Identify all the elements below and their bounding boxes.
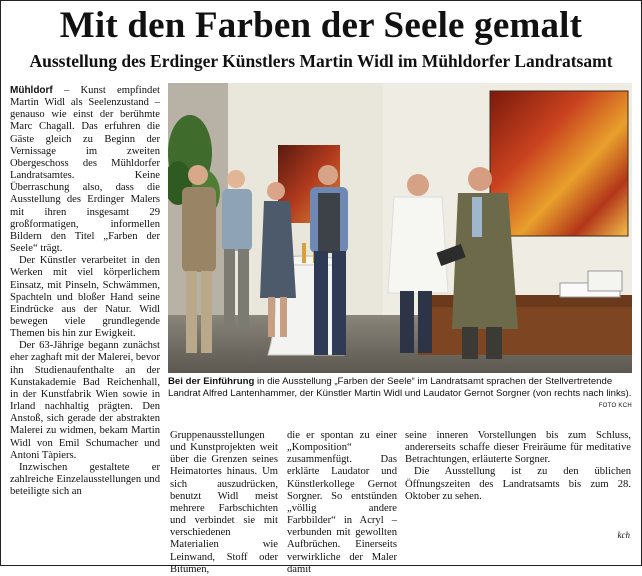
- headline: Mit den Farben der Seele gemalt: [59, 5, 583, 46]
- paragraph-4: Inzwischen gestaltete er zahlreiche Einzelausstellungen und beteiligte sich an: [10, 461, 160, 498]
- subheadline: Ausstellung des Erdinger Künstlers Martin Widl im Mühldorfer Landratsamt: [29, 51, 613, 71]
- article-column-4: [405, 430, 631, 503]
- column-4-paragraph-1: seine inneren Vorstellungen bis zum Schluss, andererseits schaffe dieser Freiräume für meditative Betrachtungen, erläuterte Sorgner.: [405, 430, 631, 466]
- painting-large: [490, 91, 628, 236]
- article-column-1: [10, 85, 160, 498]
- column-4-paragraph-2: Die Ausstellung ist zu den üblichen Öffnungszeiten des Landratsamts bis zum 28. Oktober zu sehen.: [405, 466, 631, 502]
- article-column-3: [287, 430, 397, 576]
- column-2-text: Gruppenausstellungen und Kunstprojekten weit über die Grenzen seines Heimatortes hinaus. Um sich auszudrücken, benutzt Widl meist mehrere Farbschichten und verbindet sie mit verschiedenen Materialien wie Leinwand, Stoff oder Bitumen,: [170, 430, 278, 575]
- paragraph-3: Der 63-Jährige begann zunächst eher zaghaft mit der Malerei, bevor ihn Studienaufenthalte an der Kunstakademie Bad Reichenhall, in der Kunstfabrik Wien sowie in Irland nachhaltig prägten. Den Anstoß, sich gerade der abstrakten Malerei zu widmen, bekam Martin Widl von Emil Schumacher und Antoni Tàpiers.: [10, 340, 161, 461]
- caption-lead: Bei der Einführung: [168, 376, 255, 387]
- paragraph-2: Der Künstler verarbeitet in den Werken mit viel körperlichem Einsatz, mit Pinseln, Schwämmen, Spachteln und bloßer Hand seine Eindrücke aus der Natur. Widl bewegen viele grundlegende Themen bis hin zur Ewigkeit.: [10, 255, 160, 340]
- paragraph-1: Mühldorf – Kunst empfindet Martin Widl als Seelenzustand – genauso wie einst der berühmte Marc Chagall. Das erfuhren die Gäste gleich zu Beginn der Vernissage im zweiten Obergeschoss des Mühldorfer Landratsamtes. Keine Überraschung also, dass die Ausstellung des Erdinger Malers mit ihren insgesamt 29 großformatigen, informellen Bildern den Titel „Farben der Seele“ trägt.: [10, 85, 160, 255]
- exhibition-photo: [168, 83, 632, 373]
- article-column-2: [170, 430, 278, 576]
- column-3-text: die er spontan zu einer „Komposition“ zusammenfügt. Das erklärte Laudator und Künstlerkollege Gernot Sorgner. So entstünden „völlig andere Farbbilder“ in Acryl – verbunden mit gewollten Aufbrüchen. Einerseits verwirkliche der Maler damit: [287, 430, 397, 575]
- photo-illustration: [168, 83, 632, 373]
- author-signature: kch: [617, 530, 630, 540]
- photo-caption: [168, 376, 632, 400]
- caption-text: in die Ausstellung „Farben der Seele“ im Landratsamt sprachen der Stellvertretende Landrat Alfred Lantenhammer, der Künstler Martin Widl und Laudator Gernot Sorgner (von rechts nach links).: [168, 376, 632, 399]
- dateline: Mühldorf: [10, 85, 53, 96]
- photo-credit: FOTO KCH: [598, 403, 632, 409]
